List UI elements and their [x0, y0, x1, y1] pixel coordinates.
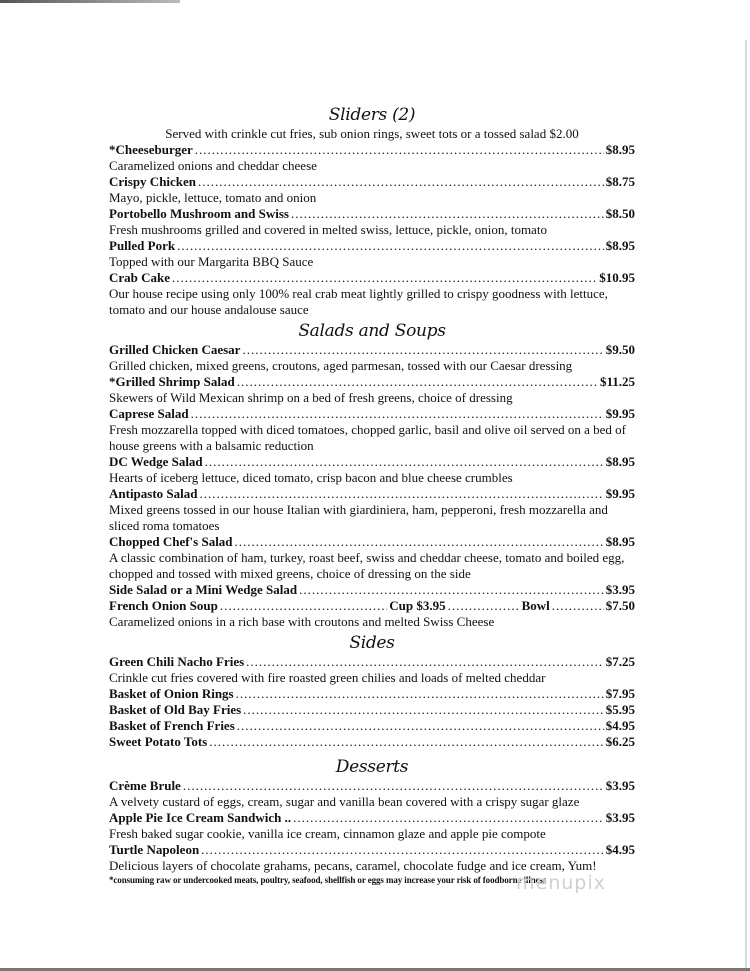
- item-name: Crispy Chicken: [109, 174, 197, 189]
- section-desserts: [109, 756, 635, 886]
- item-name: DC Wedge Salad: [109, 454, 203, 469]
- section-title: Desserts: [335, 757, 409, 777]
- item-name: *Cheeseburger: [109, 142, 193, 157]
- item-name: French Onion Soup: [109, 598, 218, 613]
- menu-item: [109, 534, 635, 550]
- item-name: Caprese Salad: [109, 406, 189, 421]
- dot-leader: [183, 778, 604, 794]
- item-name: Green Chili Nacho Fries: [109, 654, 245, 669]
- item-price: $7.95: [605, 686, 635, 701]
- dot-leader: [552, 598, 604, 614]
- section-title: Sides: [349, 633, 395, 653]
- item-name: Basket of French Fries: [109, 718, 235, 733]
- food-safety-disclaimer: *consuming raw or undercooked meats, poultry, seafood, shellfish or eggs may increase your risk of foodborne illness: [109, 875, 547, 885]
- watermark-logo: menupix: [516, 872, 606, 894]
- item-description: A velvety custard of eggs, cream, sugar and vanilla bean covered with a crispy sugar glaze: [109, 794, 580, 809]
- dot-leader: [246, 654, 604, 670]
- item-description: Grilled chicken, mixed greens, croutons, aged parmesan, tossed with our Caesar dressing: [109, 358, 573, 373]
- dot-leader: [205, 454, 604, 470]
- item-description: A classic combination of ham, turkey, roast beef, swiss and cheddar cheese, tomato and boiled egg, chopped and tossed with mixed greens, choice of dressing on the side: [109, 550, 625, 581]
- section-sliders: [109, 104, 635, 318]
- item-name: Antipasto Salad: [109, 486, 198, 501]
- item-name: Crab Cake: [109, 270, 171, 285]
- menu-item: [109, 142, 635, 158]
- dot-leader: [293, 810, 604, 826]
- dot-leader: [198, 174, 604, 190]
- item-description: Fresh baked sugar cookie, vanilla ice cream, cinnamon glaze and apple pie compote: [109, 826, 546, 841]
- item-description: Mixed greens tossed in our house Italian with giardiniera, ham, pepperoni, fresh mozzarella and sliced roma tomatoes: [109, 502, 608, 533]
- menu-item: [109, 486, 635, 502]
- dot-leader: [237, 718, 604, 734]
- item-name: Portobello Mushroom and Swiss: [109, 206, 289, 221]
- item-description: Caramelized onions in a rich base with croutons and melted Swiss Cheese: [109, 614, 495, 629]
- menu-item: [109, 374, 635, 390]
- item-name: Crème Brule: [109, 778, 181, 793]
- item-price: $8.50: [605, 206, 635, 221]
- menu-item-soup: [109, 598, 635, 614]
- dot-leader: [200, 486, 604, 502]
- scan-edge-right: [745, 40, 747, 970]
- dot-leader: [220, 598, 387, 614]
- dot-leader: [299, 582, 604, 598]
- menu-item: [109, 582, 635, 598]
- item-price: $8.95: [605, 142, 635, 157]
- menu-item: [109, 342, 635, 358]
- menu-item: [109, 654, 635, 670]
- item-price: $8.95: [605, 454, 635, 469]
- item-name: Side Salad or a Mini Wedge Salad: [109, 582, 298, 597]
- item-name: Chopped Chef's Salad: [109, 534, 233, 549]
- menu-item: [109, 702, 635, 718]
- menu-item: [109, 778, 635, 794]
- item-price: $8.75: [605, 174, 635, 189]
- item-name: Basket of Onion Rings: [109, 686, 234, 701]
- item-description: Mayo, pickle, lettuce, tomato and onion: [109, 190, 317, 205]
- dot-leader: [195, 142, 604, 158]
- item-price: $9.50: [605, 342, 635, 357]
- item-name: Grilled Chicken Caesar: [109, 342, 241, 357]
- menu-item: [109, 454, 635, 470]
- dot-leader: [191, 406, 604, 422]
- item-description: Hearts of iceberg lettuce, diced tomato, crisp bacon and blue cheese crumbles: [109, 470, 513, 485]
- item-name: *Grilled Shrimp Salad: [109, 374, 235, 389]
- menu-item: [109, 734, 635, 750]
- item-description: Our house recipe using only 100% real crab meat lightly grilled to crispy goodness with lettuce, tomato and our house andalouse sauce: [109, 286, 608, 317]
- bowl-price: $7.50: [605, 598, 635, 613]
- item-name: Basket of Old Bay Fries: [109, 702, 242, 717]
- item-price: $3.95: [605, 582, 635, 597]
- item-price: $7.25: [605, 654, 635, 669]
- item-description: Crinkle cut fries covered with fire roasted green chilies and loads of melted cheddar: [109, 670, 546, 685]
- item-price: $8.95: [605, 238, 635, 253]
- item-name: Pulled Pork: [109, 238, 176, 253]
- menu-item: [109, 206, 635, 222]
- section-sides: [109, 632, 635, 750]
- dot-leader: [243, 702, 604, 718]
- menu-item: [109, 810, 635, 826]
- dot-leader: [291, 206, 604, 222]
- dot-leader: [177, 238, 604, 254]
- section-note: Served with crinkle cut fries, sub onion rings, sweet tots or a tossed salad $2.00: [165, 126, 579, 141]
- menu-item: [109, 842, 635, 858]
- item-description: Fresh mozzarella topped with diced tomatoes, chopped garlic, basil and olive oil served on a bed of house greens with a balsamic reduction: [109, 422, 626, 453]
- dot-leader: [242, 342, 603, 358]
- cup-price: Cup $3.95: [389, 598, 446, 613]
- dot-leader: [201, 842, 604, 858]
- scan-edge-top: [0, 0, 180, 3]
- item-price: $5.95: [605, 702, 635, 717]
- item-price: $11.25: [599, 374, 635, 389]
- item-description: Delicious layers of chocolate grahams, pecans, caramel, chocolate fudge and ice cream, Yum!: [109, 858, 597, 873]
- section-salads-and-soups: [109, 320, 635, 630]
- menu-item: [109, 718, 635, 734]
- item-description: Fresh mushrooms grilled and covered in melted swiss, lettuce, pickle, onion, tomato: [109, 222, 547, 237]
- dot-leader: [448, 598, 520, 614]
- dot-leader: [172, 270, 597, 286]
- menu-item: [109, 174, 635, 190]
- item-price: $6.25: [605, 734, 635, 749]
- menu-item: [109, 406, 635, 422]
- item-price: $3.95: [605, 810, 635, 825]
- dot-leader: [209, 734, 604, 750]
- item-name: Turtle Napoleon: [109, 842, 200, 857]
- dot-leader: [235, 534, 604, 550]
- item-price: $9.95: [605, 486, 635, 501]
- menu-item: [109, 686, 635, 702]
- item-price: $10.95: [599, 270, 635, 285]
- menu-page: [109, 104, 635, 888]
- item-price: $8.95: [605, 534, 635, 549]
- item-name: Sweet Potato Tots: [109, 734, 208, 749]
- menu-item: [109, 270, 635, 286]
- bowl-label: Bowl: [521, 598, 550, 613]
- dot-leader: [237, 374, 598, 390]
- item-price: $4.95: [605, 842, 635, 857]
- section-title: Salads and Soups: [298, 321, 446, 341]
- menu-item: [109, 238, 635, 254]
- dot-leader: [236, 686, 604, 702]
- section-title: Sliders (2): [328, 105, 416, 125]
- item-price: $4.95: [605, 718, 635, 733]
- item-description: Caramelized onions and cheddar cheese: [109, 158, 317, 173]
- item-name: Apple Pie Ice Cream Sandwich ..: [109, 810, 292, 825]
- item-description: Skewers of Wild Mexican shrimp on a bed of fresh greens, choice of dressing: [109, 390, 513, 405]
- item-description: Topped with our Margarita BBQ Sauce: [109, 254, 314, 269]
- item-price: $9.95: [605, 406, 635, 421]
- item-price: $3.95: [605, 778, 635, 793]
